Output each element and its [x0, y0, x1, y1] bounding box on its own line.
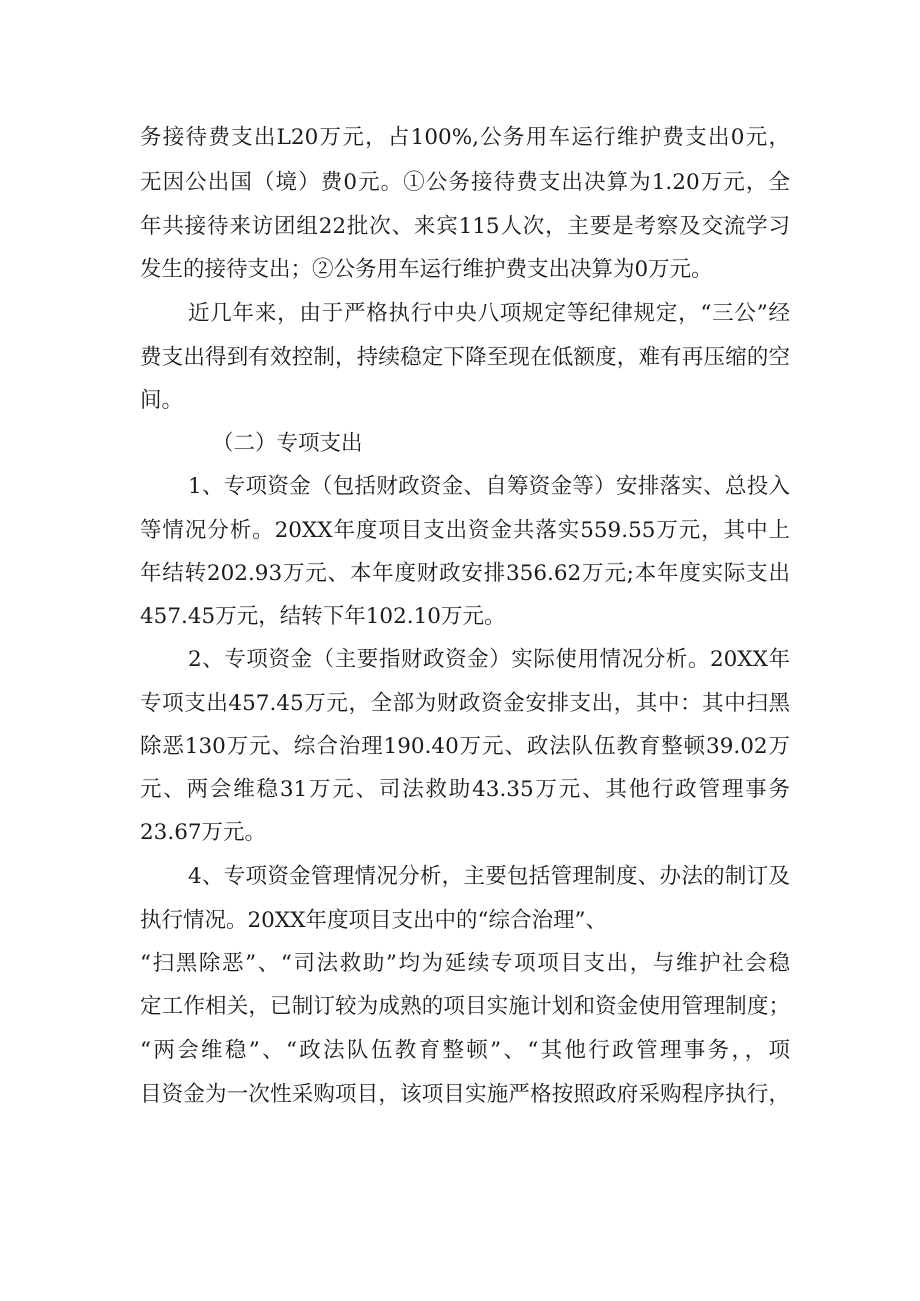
text-line: “扫黑除恶”、“司法救助”均为延续专项项目支出，与维护社会稳: [140, 951, 790, 976]
text-line: 元、两会维稳31万元、司法救助43.35万元、其他行政管理事务: [140, 777, 790, 802]
text-line: 务接待费支出L20万元，占100%,公务用车运行维护费支出0元，: [140, 125, 790, 150]
text-line: 457.45万元，结转下年102.10万元。: [140, 604, 506, 629]
text-line: 23.67万元。: [140, 820, 267, 845]
text-line: 除恶130万元、综合治理190.40万元、政法队伍教育整顿39.02万: [140, 734, 790, 759]
text-line: 定工作相关，已制订较为成熟的项目实施计划和资金使用管理制度；: [140, 994, 790, 1019]
text-line: 发生的接待支出；②公务用车运行维护费支出决算为0万元。: [140, 257, 713, 282]
text-line: 目资金为一次性采购项目，该项目实施严格按照政府采购程序执行，: [140, 1082, 790, 1107]
section-heading: （二）专项支出: [212, 431, 363, 456]
paragraph-first-line: 4、专项资金管理情况分析，主要包括管理制度、办法的制订及: [188, 864, 790, 889]
text-line: 专项支出457.45万元，全部为财政资金安排支出，其中：其中扫黑: [140, 691, 790, 716]
text-line: 年共接待来访团组22批次、来宾115人次，主要是考察及交流学习: [140, 214, 790, 239]
text-line: 年结转202.93万元、本年度财政安排356.62万元;本年度实际支出: [140, 561, 790, 586]
paragraph-first-line: 近几年来，由于严格执行中央八项规定等纪律规定，“三公”经: [188, 301, 790, 326]
text-line: 间。: [140, 388, 184, 413]
paragraph-first-line: 2、专项资金（主要指财政资金）实际使用情况分析。20XX年: [188, 647, 790, 672]
text-line: 无因公出国（境）费0元。①公务接待费支出决算为1.20万元，全: [140, 170, 790, 195]
text-line: 执行情况。20XX年度项目支出中的“综合治理”、: [140, 908, 607, 933]
text-line: 等情况分析。20XX年度项目支出资金共落实559.55万元，其中上: [140, 518, 790, 543]
paragraph-first-line: 1、专项资金（包括财政资金、自筹资金等）安排落实、总投入: [188, 474, 790, 499]
text-line: 费支出得到有效控制，持续稳定下降至现在低额度，难有再压缩的空: [140, 345, 790, 370]
text-line: “两会维稳”、“政法队伍教育整顿”、“其他行政管理事务，，项: [140, 1038, 790, 1063]
